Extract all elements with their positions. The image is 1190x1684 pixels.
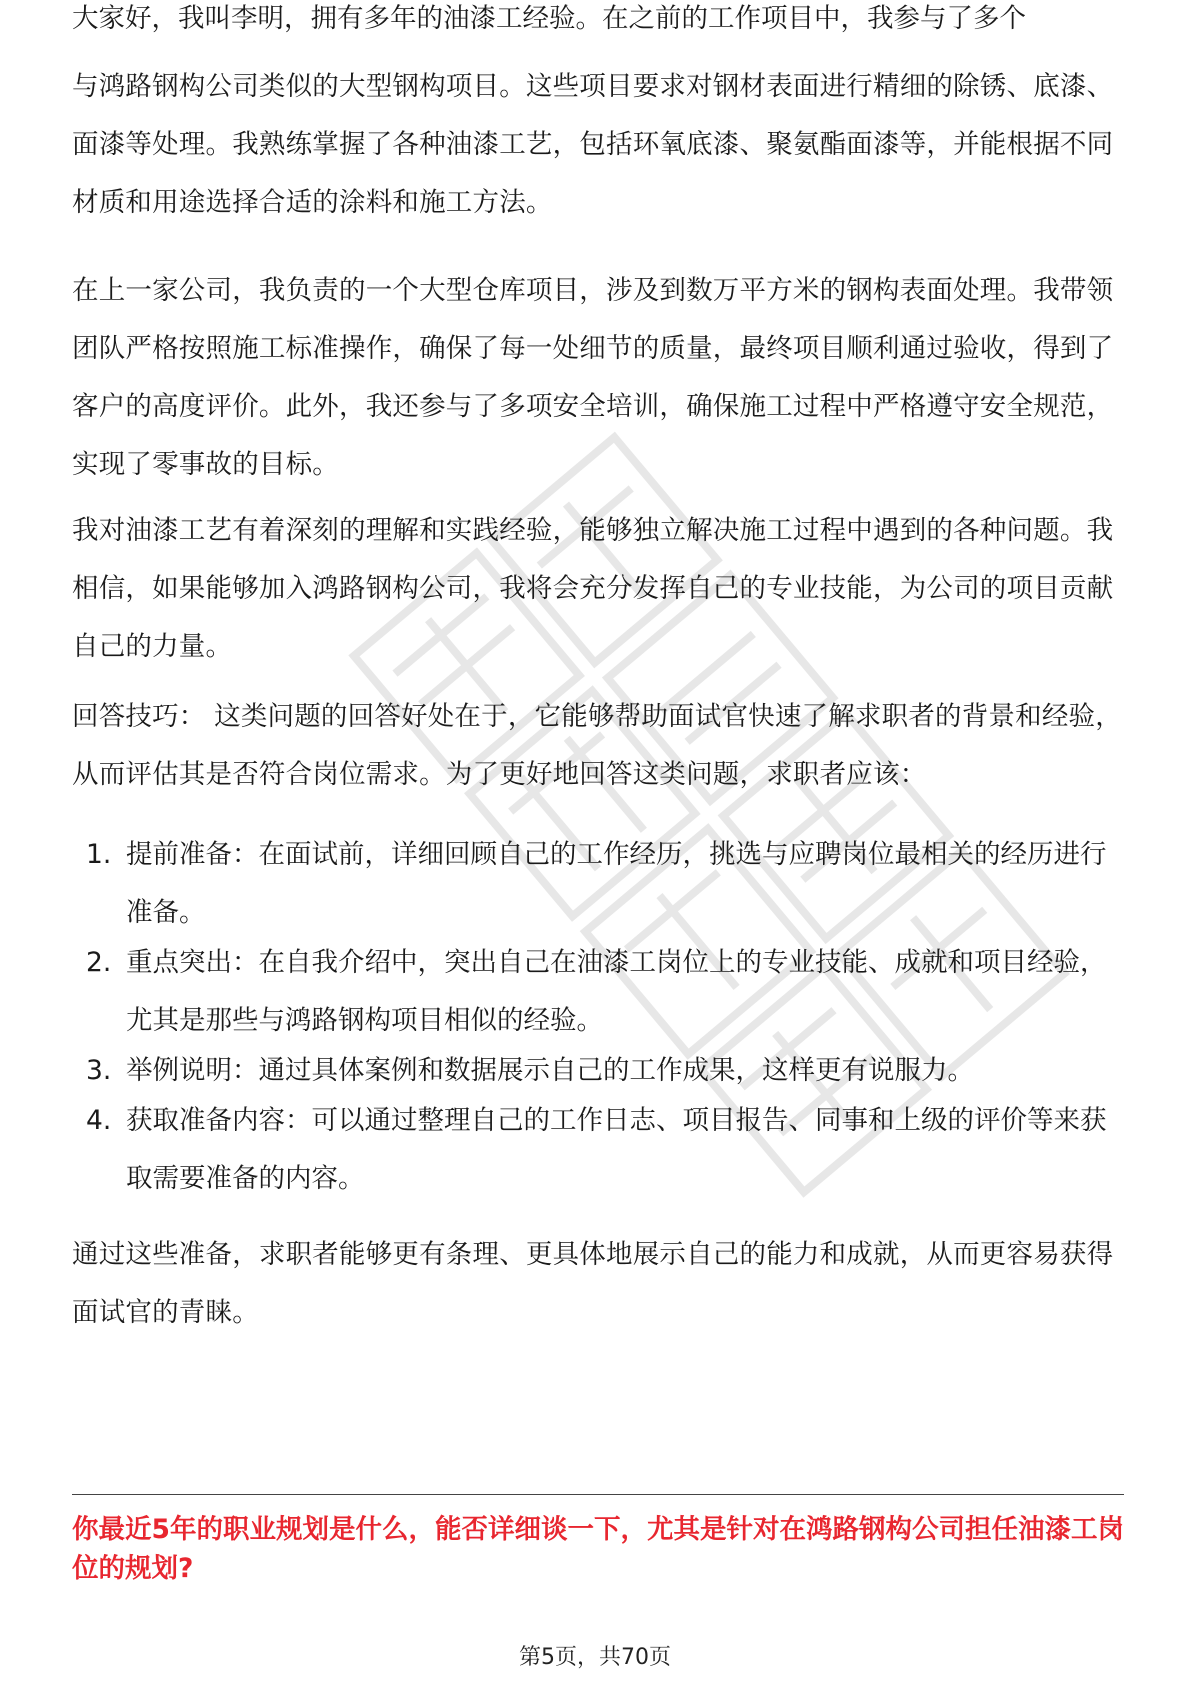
tips-list: [72, 826, 1124, 1208]
paragraph-summary: [72, 502, 1124, 676]
next-question-heading: 你最近5年的职业规划是什么，能否详细谈一下，尤其是针对在鸿路钢构公司担任油漆工岗位的规划?: [72, 1514, 1124, 1584]
list-text: 重点突出：在自我介绍中，突出自己在油漆工岗位上的专业技能、成就和项目经验，尤其是那些与鸿路钢构项目相似的经验。: [126, 947, 1107, 1036]
list-number: 2.: [86, 947, 112, 978]
paragraph-text: 与鸿路钢构公司类似的大型钢构项目。这些项目要求对钢材表面进行精细的除锈、底漆、面漆等处理。我熟练掌握了各种油漆工艺，包括环氧底漆、聚氨酯面漆等，并能根据不同材质和用途选择合适的涂料和施工方法。: [72, 71, 1114, 218]
list-text: 举例说明：通过具体案例和数据展示自己的工作成果，这样更有说服力。: [126, 1055, 974, 1086]
list-number: 3.: [86, 1055, 112, 1086]
paragraph-text: 通过这些准备，求职者能够更有条理、更具体地展示自己的能力和成就，从而更容易获得面试官的青睐。: [72, 1239, 1114, 1328]
list-text: 提前准备：在面试前，详细回顾自己的工作经历，挑选与应聘岗位最相关的经历进行准备。: [126, 839, 1107, 928]
paragraph-text: 在上一家公司，我负责的一个大型仓库项目，涉及到数万平方米的钢构表面处理。我带领团队严格按照施工标准操作，确保了每一处细节的质量，最终项目顺利通过验收，得到了客户的高度评价。此外，我还参与了多项安全培训，确保施工过程中严格遵守安全规范，实现了零事故的目标。: [72, 275, 1114, 480]
section-divider: [72, 1494, 1124, 1495]
list-item: [72, 826, 1124, 942]
list-item: [72, 934, 1124, 1050]
list-number: 4.: [86, 1105, 112, 1136]
cut-off-text-line: 大家好，我叫李明，拥有多年的油漆工经验。在之前的工作项目中，我参与了多个: [72, 3, 1026, 34]
page-number-footer: 第5页，共70页: [519, 1645, 671, 1670]
paragraph-answer-tips: [72, 688, 1124, 804]
paragraph-warehouse-project: [72, 262, 1124, 494]
list-text: 获取准备内容：可以通过整理自己的工作日志、项目报告、同事和上级的评价等来获取需要准备的内容。: [126, 1105, 1107, 1194]
list-item: [72, 1092, 1124, 1208]
list-number: 1.: [86, 839, 112, 870]
paragraph-text: 回答技巧： 这类问题的回答好处在于，它能够帮助面试官快速了解求职者的背景和经验，从而评估其是否符合岗位需求。为了更好地回答这类问题，求职者应该：: [72, 701, 1122, 790]
paragraph-text: 我对油漆工艺有着深刻的理解和实践经验，能够独立解决施工过程中遇到的各种问题。我相信，如果能够加入鸿路钢构公司，我将会充分发挥自己的专业技能，为公司的项目贡献自己的力量。: [72, 515, 1114, 662]
paragraph-experience: [72, 58, 1124, 232]
paragraph-closing: [72, 1226, 1124, 1342]
